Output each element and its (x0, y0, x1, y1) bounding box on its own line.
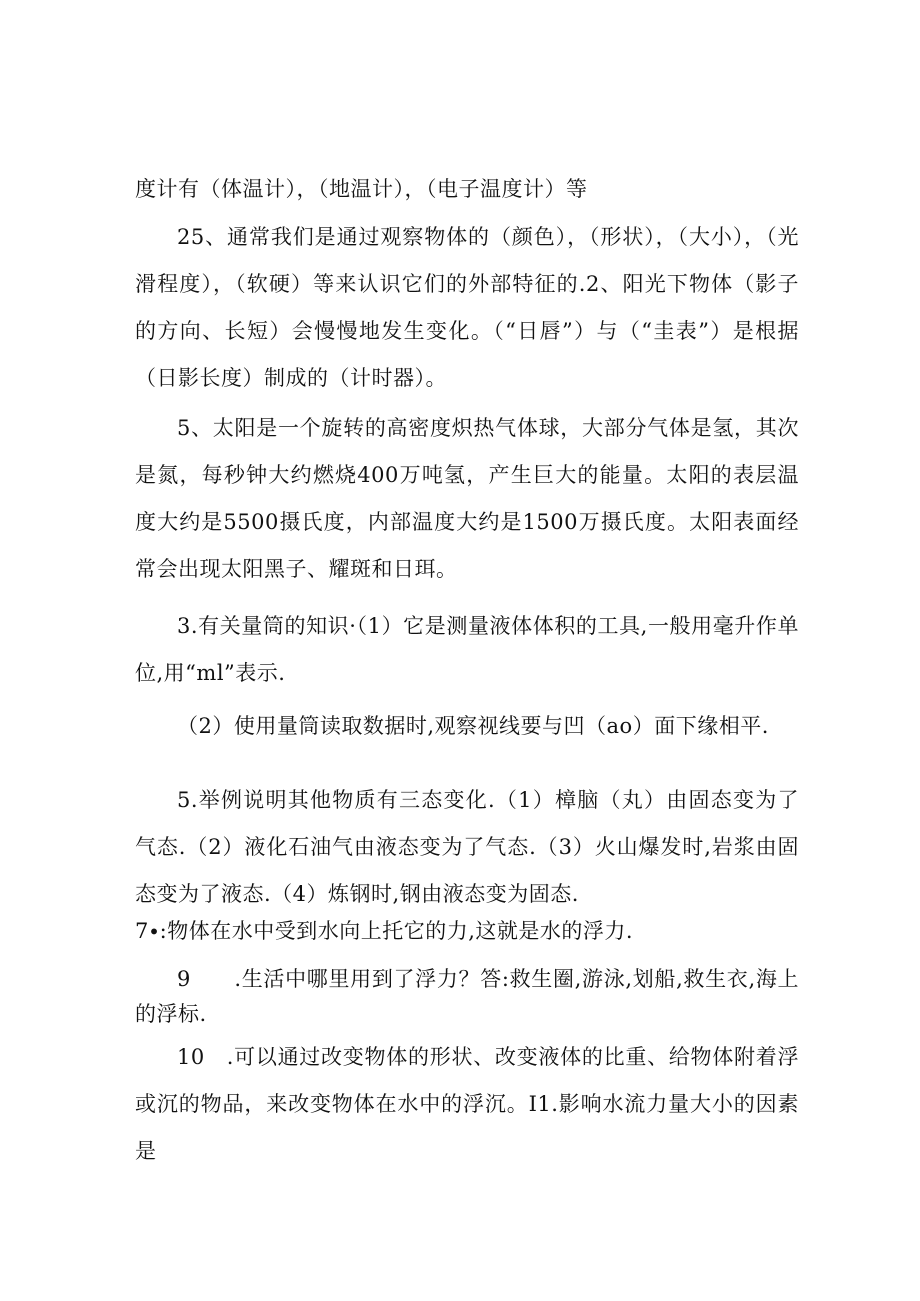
paragraph-sink-float: 10 .可以通过改变物体的形状、改变液体的比重、给物体附着浮或沉的物品，来改变物体在水中的浮沉。I1.影响水流力量大小的因素是 (135, 1045, 799, 1163)
paragraph-item-25: 25、通常我们是通过观察物体的（颜色），（形状），（大小），（光滑程度），（软硬）等来认识它们的外部特征的.2、阳光下物体（影子的方向、长短）会慢慢地发生变化。（“日唇”）与（“圭表”）是根据（日影长度）制成的（计时器）。 (135, 225, 799, 390)
paragraph-temperature-instruments: 度计有（体温计），（地温计），（电子温度计）等 (135, 177, 588, 201)
paragraph-three-states: 5.举例说明其他物质有三态变化.（1）樟脑（丸）由固态变为了气态.（2）液化石油气由液态变为了气态.（3）火山爆发时,岩浆由固态变为了液态.（4）炼钢时,钢由液态变为固态. (135, 788, 799, 906)
paragraph-reading-cylinder: （2）使用量筒读取数据时,观察视线要与凹（ao）面下缘相平. (177, 714, 769, 738)
paragraph-sun-facts: 5、太阳是一个旋转的高密度炽热气体球，大部分气体是氢，其次是氮，每秒钟大约燃烧400万吨氢，产生巨大的能量。太阳的表层温度大约是5500摄氏度，内部温度大约是1500万摄氏度。太阳表面经常会出现太阳黑子、耀斑和日珥。 (135, 416, 799, 581)
paragraph-buoyancy-uses: 9 .生活中哪里用到了浮力？答:救生圈,游泳,划船,救生衣,海上的浮标. (135, 967, 799, 1026)
paragraph-measuring-cylinder: 3.有关量筒的知识·（1）它是测量液体体积的工具,一般用毫升作单位,用“ml”表示. (135, 614, 799, 685)
paragraph-buoyancy: 7∙:物体在水中受到水向上托它的力,这就是水的浮力. (135, 919, 634, 943)
